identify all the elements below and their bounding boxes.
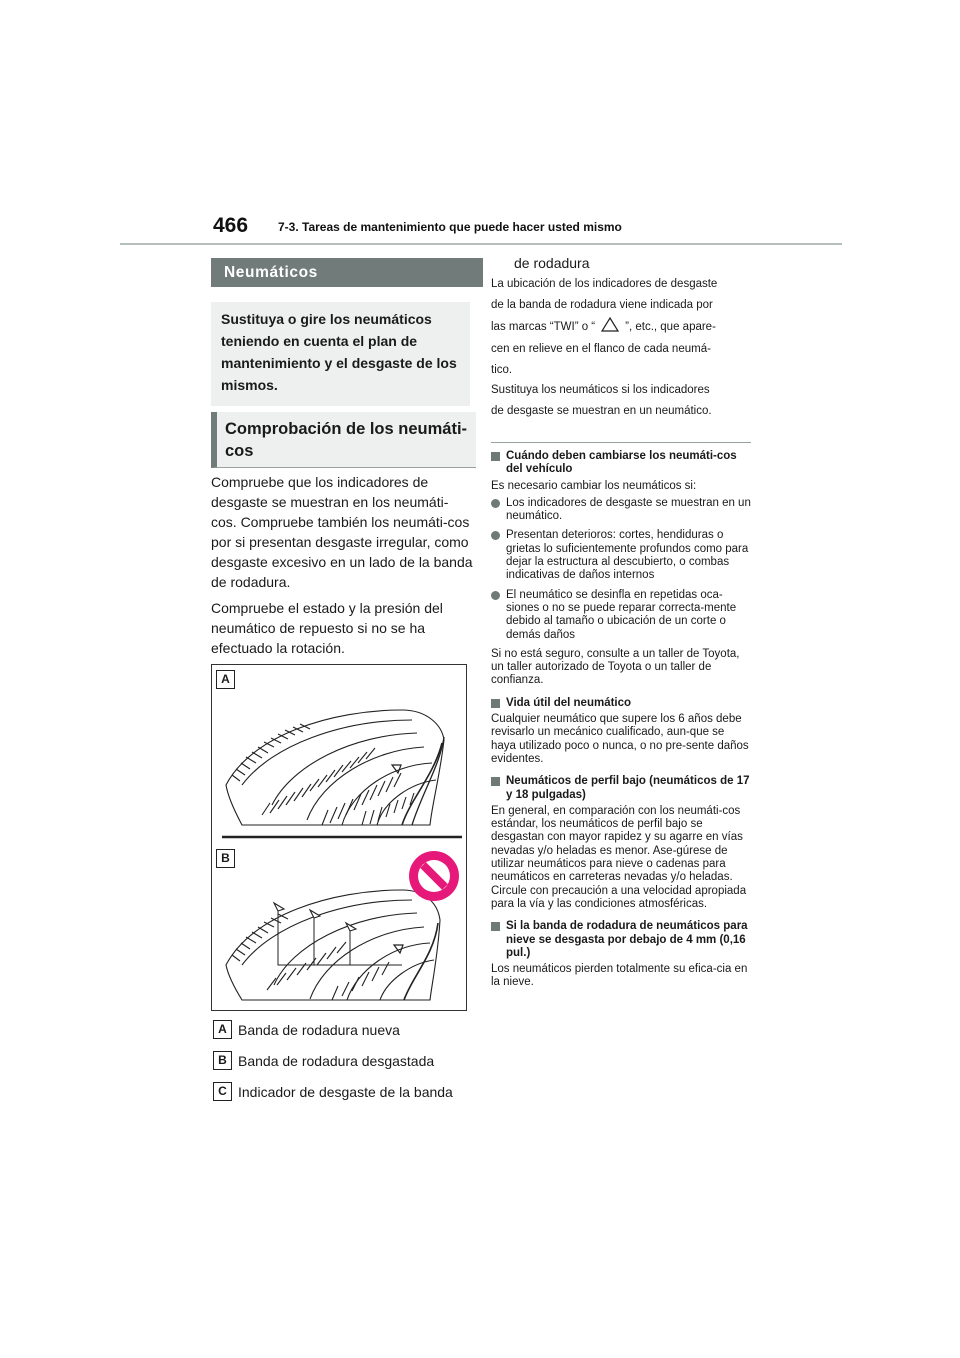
legend-text: Banda de rodadura nueva	[238, 1021, 400, 1038]
legend-continuation: de rodadura	[514, 255, 590, 271]
body-line: tico.	[491, 363, 513, 376]
subsection-title-text: Cuándo deben cambiarse los neumáti-cos del vehículo	[506, 450, 737, 476]
body-paragraph: Compruebe el estado y la presión del neumático de repuesto si no se ha efectuado la rotación.	[211, 600, 443, 656]
square-bullet-icon	[491, 699, 500, 708]
body-line: cen en relieve en el flanco de cada neumá-	[491, 343, 711, 355]
legend-row	[213, 1045, 473, 1076]
legend-text: Banda de rodadura desgastada	[238, 1052, 435, 1069]
triangle-icon	[601, 317, 619, 332]
subsection-title	[491, 697, 751, 710]
square-bullet-icon	[491, 777, 500, 786]
bullet-item	[491, 497, 751, 524]
legend-row	[213, 1014, 473, 1045]
tire-illustration	[212, 665, 466, 1010]
bullet-item	[491, 589, 751, 642]
subsection-title-text: Si la banda de rodadura de neumáticos para nieve se desgasta por debajo de 4 mm (0,16 pul.)	[506, 920, 748, 959]
square-bullet-icon	[491, 922, 500, 931]
body-paragraph: Los neumáticos pierden totalmente su efica-cia en la nieve.	[491, 963, 748, 989]
tire-tread-figure	[211, 664, 467, 1011]
body-line: de desgaste se muestran en un neumático.	[491, 404, 712, 417]
subsection-title-text: Vida útil del neumático	[506, 696, 632, 709]
round-bullet-icon	[491, 499, 500, 508]
body-line: Sustituya los neumáticos si los indicadores	[491, 384, 710, 396]
figure-label-a: A	[216, 670, 235, 689]
left-body	[211, 472, 473, 664]
header-divider	[120, 243, 842, 245]
subsection-title	[491, 920, 751, 960]
tire-new-tread	[226, 710, 444, 825]
section-title-neumaticos: Neumáticos	[211, 258, 483, 287]
intro-box: Sustituya o gire los neumáticos teniendo en cuenta el plan de mantenimiento y el desgaste de los mismos.	[211, 302, 470, 406]
bullet-text: El neumático se desinfla en repetidas oca-siones o no se puede reparar correcta-mente debido al tamaño o ubicación de un corte o demás daños	[506, 588, 737, 641]
legend-text: Indicador de desgaste de la banda	[238, 1083, 453, 1100]
wear-indicator-location	[491, 274, 751, 421]
body-line: de la banda de rodadura viene indicada por	[491, 298, 713, 311]
round-bullet-icon	[491, 531, 500, 540]
chapter-title: 7-3. Tareas de mantenimiento que puede hacer usted mismo	[278, 220, 622, 234]
legend-key: B	[213, 1051, 232, 1070]
tire-worn-tread	[226, 890, 440, 1000]
bullet-text: Presentan deterioros: cortes, hendiduras o grietas lo suficientemente profundos como para dejar la estructura al descubierto, o combas indicativas de daños internos	[506, 529, 749, 582]
body-text: las marcas “TWI” o “	[491, 321, 596, 333]
body-line: La ubicación de los indicadores de desgaste	[491, 278, 718, 290]
bullet-text: Los indicadores de desgaste se muestran en un neumático.	[506, 496, 751, 523]
body-paragraph: En general, en comparación con los neumáti-cos estándar, los neumáticos de perfil bajo se desgastan con mayor rapidez y su agarre en vías nevadas y/o heladas es menor. Ase-gúrese de utilizar neumáticos para nieve o cadenas para neumáticos en carreteras nevadas y/o heladas. Circule con precaución a una velocidad apropiada para la vía y las condiciones atmosféricas.	[491, 804, 747, 910]
section-divider	[491, 442, 751, 443]
body-paragraph: Cualquier neumático que supere los 6 años debe revisarlo un mecánico cualificado, aun-que se haya utilizado poco o nunca, o no pre-sente daños evidentes.	[491, 713, 749, 765]
bullet-item	[491, 529, 751, 582]
figure-label-b: B	[216, 849, 235, 868]
prohibition-icon	[409, 851, 459, 901]
subsection-title	[491, 450, 751, 477]
body-paragraph: Si no está seguro, consulte a un taller de Toyota, un taller autorizado de Toyota o un taller de confianza.	[491, 647, 740, 687]
body-text: ”, etc., que apare-	[625, 321, 716, 333]
figure-legend	[213, 1014, 473, 1107]
legend-row	[213, 1076, 473, 1107]
subsection-title	[491, 775, 751, 802]
body-line	[491, 315, 751, 339]
legend-key: C	[213, 1082, 232, 1101]
square-bullet-icon	[491, 452, 500, 461]
page-number: 466	[213, 214, 249, 237]
legend-key: A	[213, 1020, 232, 1039]
section-title-comprobacion: Comprobación de los neumáti-cos	[211, 412, 476, 468]
subsection-title-text: Neumáticos de perfil bajo (neumáticos de 17 y 18 pulgadas)	[506, 775, 750, 801]
round-bullet-icon	[491, 591, 500, 600]
right-notes	[491, 450, 751, 994]
body-paragraph: Es necesario cambiar los neumáticos si:	[491, 479, 697, 492]
body-paragraph: Compruebe que los indicadores de desgaste se muestran en los neumáti-cos. Compruebe también los neumáti-cos por si presentan desgaste irregular, como desgaste excesivo en un lado de la banda de rodadura.	[211, 474, 473, 590]
